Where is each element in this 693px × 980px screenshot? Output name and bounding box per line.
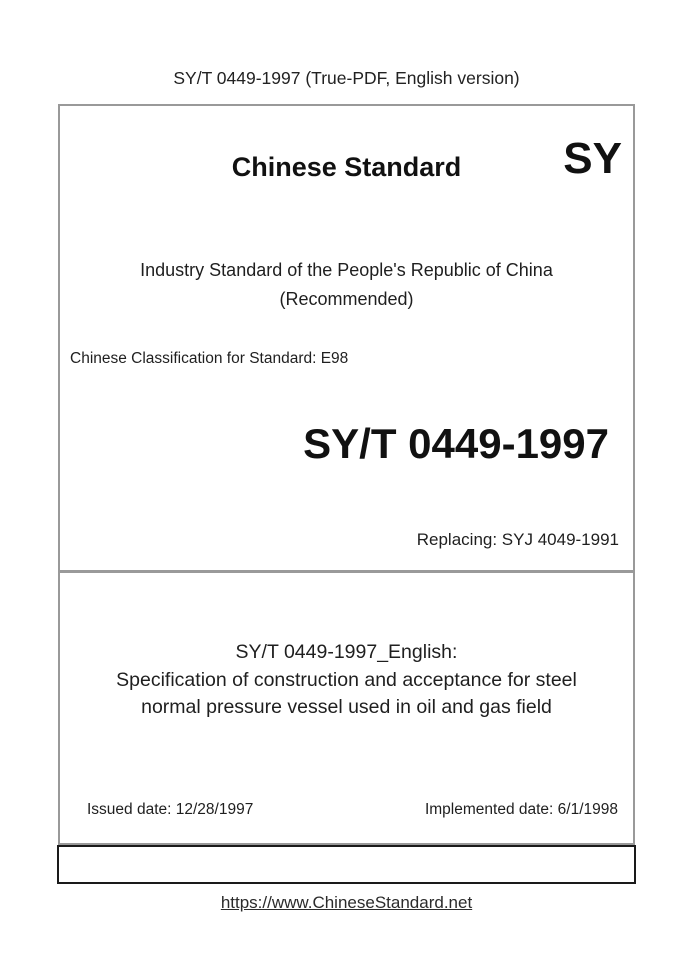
english-title-line3: normal pressure vessel used in oil and gas field bbox=[141, 696, 552, 718]
replacing-note: Replacing: SYJ 4049-1991 bbox=[416, 530, 619, 549]
cover-box-upper-section bbox=[60, 106, 633, 573]
english-title-line1: SY/T 0449-1997_English: bbox=[235, 641, 458, 663]
cover-box-lower-section bbox=[60, 573, 633, 840]
brand-title: Chinese Standard bbox=[231, 152, 462, 182]
org-line-recommended: (Recommended) bbox=[279, 289, 414, 309]
org-lines bbox=[60, 256, 633, 314]
sy-logo: SY bbox=[563, 134, 622, 183]
website-link[interactable]: https://www.ChineseStandard.net bbox=[220, 893, 473, 912]
classification-label: Chinese Classification for Standard: E98 bbox=[70, 350, 349, 367]
issued-date: Issued date: 12/28/1997 bbox=[87, 801, 254, 818]
cover-box bbox=[58, 104, 635, 845]
footer-link-wrap bbox=[0, 893, 693, 913]
english-title-line2: Specification of construction and acceptance for steel bbox=[116, 668, 577, 691]
english-title-block bbox=[60, 639, 633, 722]
standard-code: SY/T 0449-1997 bbox=[303, 420, 609, 467]
implemented-date: Implemented date: 6/1/1998 bbox=[424, 801, 618, 818]
empty-footer-box bbox=[57, 845, 636, 884]
document-header-title: SY/T 0449-1997 (True-PDF, English version) bbox=[173, 68, 520, 88]
dates-row bbox=[60, 801, 633, 819]
org-line-country: Industry Standard of the People's Republic of China bbox=[140, 260, 553, 280]
